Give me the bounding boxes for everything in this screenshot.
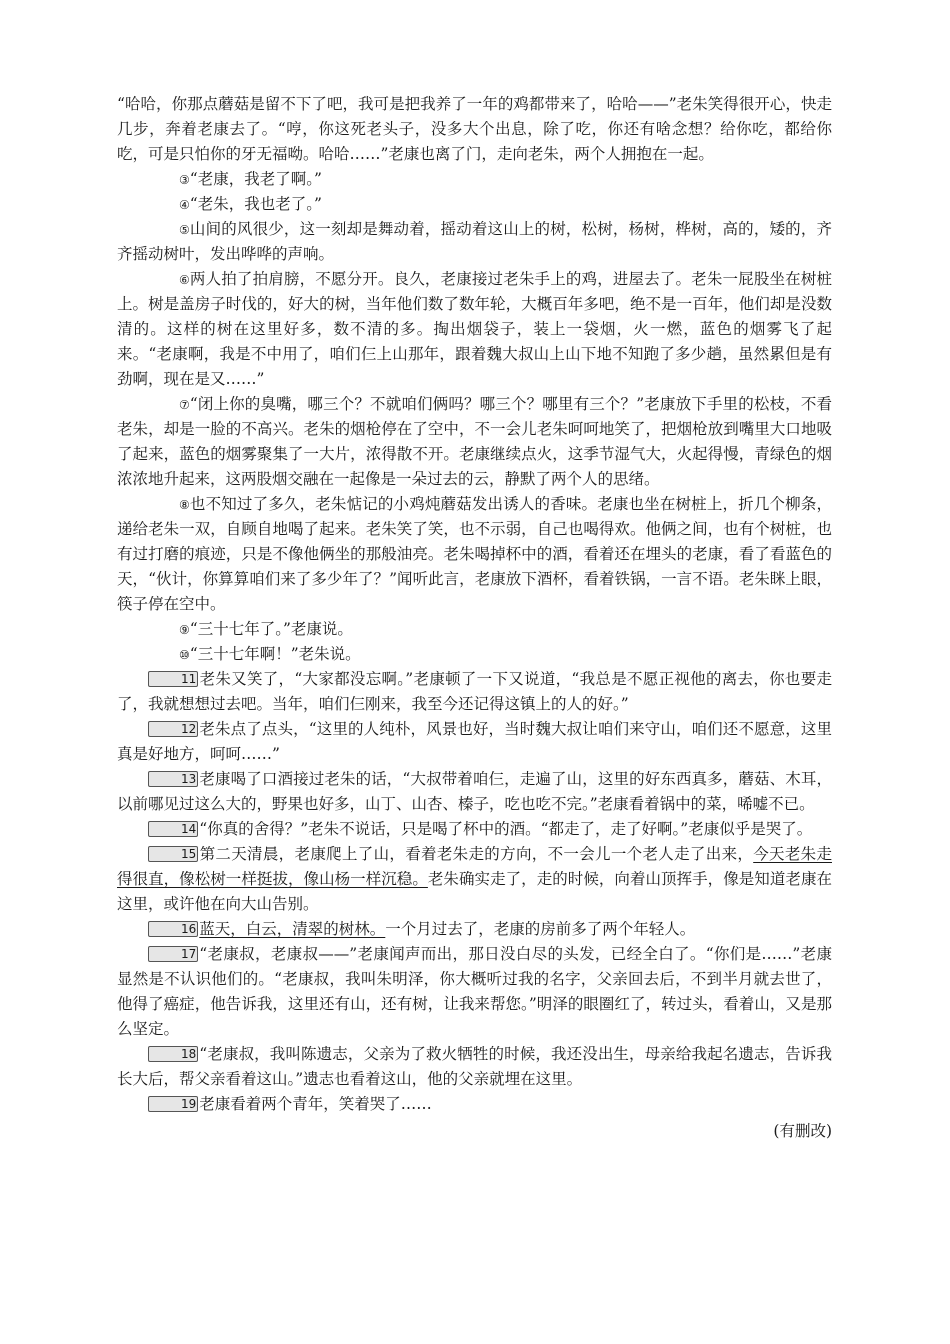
paragraph-number: ⑥ — [179, 273, 190, 287]
paragraph — [117, 267, 832, 392]
paragraph — [117, 842, 832, 917]
paragraph-number: 15 — [148, 846, 198, 862]
paragraph-text: “你真的舍得？”老朱不说话，只是喝了杯中的酒。“都走了，走了好啊。”老康似乎是哭了。 — [199, 820, 813, 838]
paragraph-number: ⑨ — [179, 623, 190, 637]
paragraph-number: ③ — [179, 173, 190, 187]
paragraph — [117, 392, 832, 492]
paragraph-number: ⑩ — [179, 648, 190, 662]
paragraph-number: ⑦ — [179, 398, 190, 412]
paragraph — [117, 767, 832, 817]
paragraph-text: 老朱又笑了，“大家都没忘啊。”老康顿了一下又说道，“我总是不愿正视他的离去，你也要走了，我就想想过去吧。当年，咱们仨刚来，我至今还记得这镇上的人的好。” — [117, 670, 832, 713]
paragraph-number: 19 — [148, 1096, 198, 1112]
source-note: (有删改) — [773, 1122, 832, 1140]
paragraph-text: “闭上你的臭嘴，哪三个？不就咱们俩吗？哪三个？哪里有三个？”老康放下手里的松枝，不看老朱，却是一脸的不高兴。老朱的烟枪停在了空中，不一会儿老朱呵呵地笑了，把烟枪放到嘴里大口地吸了起来，蓝色的烟雾聚集了一大片，浓得散不开。老康继续点火，这季节湿气大，火起得慢，青绿色的烟浓浓地升起来，这两股烟交融在一起像是一朵过去的云，静默了两个人的思绪。 — [117, 395, 832, 488]
paragraph — [117, 617, 832, 642]
paragraph-text: “哈哈，你那点蘑菇是留不下了吧，我可是把我养了一年的鸡都带来了，哈哈——”老朱笑得很开心，快走几步，奔着老康去了。“哼，你这死老头子，没多大个出息，除了吃，你还有啥念想？给你吃，都给你吃，可是只怕你的牙无福呦。哈哈……”老康也离了门，走向老朱，两个人拥抱在一起。 — [117, 95, 832, 163]
paragraph — [117, 667, 832, 717]
paragraph-text: “老康叔，老康叔——”老康闻声而出，那日没白尽的头发，已经全白了。“你们是……”老康显然是不认识他们的。“老康叔，我叫朱明泽，你大概听过我的名字，父亲回去后，不到半月就去世了，他得了癌症，他告诉我，这里还有山，还有树，让我来帮您。”明泽的眼圈红了，转过头，看着山，又是那么坚定。 — [117, 945, 832, 1038]
paragraph — [117, 217, 832, 267]
paragraph-number: 16 — [148, 921, 198, 937]
paragraph — [117, 717, 832, 767]
paragraph-text: 山间的风很少，这一刻却是舞动着，摇动着这山上的树，松树，杨树，桦树，高的，矮的，齐齐摇动树叶，发出哗哗的声响。 — [117, 220, 832, 263]
paragraph-number: 12 — [148, 721, 198, 737]
paragraph-number: 11 — [148, 671, 198, 687]
paragraph-text: 老康看着两个青年，笑着哭了…… — [199, 1095, 432, 1113]
paragraph — [117, 192, 832, 217]
paragraph-number: 14 — [148, 821, 198, 837]
paragraph — [117, 917, 832, 942]
paragraph-number: 18 — [148, 1046, 198, 1062]
paragraph-text: 老朱点了点头，“这里的人纯朴，风景也好，当时魏大叔让咱们来守山，咱们还不愿意，这里真是好地方，呵呵……” — [117, 720, 832, 763]
paragraph-text: “三十七年啊！”老朱说。 — [189, 645, 361, 663]
paragraph-text: 也不知过了多久，老朱惦记的小鸡炖蘑菇发出诱人的香味。老康也坐在树桩上，折几个柳条，递给老朱一双，自顾自地喝了起来。老朱笑了笑，也不示弱，自己也喝得欢。他俩之间，也有个树桩，也有过打磨的痕迹，只是不像他俩坐的那般油亮。老朱喝掉杯中的酒，看着还在埋头的老康，看了看蓝色的天，“伙计，你算算咱们来了多少年了？”闻听此言，老康放下酒杯，看着铁锅，一言不语。老朱眯上眼，筷子停在空中。 — [117, 495, 832, 613]
paragraph-number: ④ — [179, 198, 190, 212]
paragraph-text: 第二天清晨，老康爬上了山，看着老朱走的方向，不一会儿一个老人走了出来， — [199, 845, 754, 863]
article-body — [117, 92, 832, 1144]
paragraph — [117, 1092, 832, 1117]
paragraph-number: ⑤ — [179, 223, 190, 237]
paragraph-text: 两人拍了拍肩膀，不愿分开。良久，老康接过老朱手上的鸡，进屋去了。老朱一屁股坐在树桩上。树是盖房子时伐的，好大的树，当年他们数了数年轮，大概百年多吧，绝不是一百年，他们却是没数清的。这样的树在这里好多，数不清的多。掏出烟袋子，装上一袋烟，火一燃，蓝色的烟雾飞了起来。“老康啊，我是不中用了，咱们仨上山那年，跟着魏大叔山上山下地不知跑了多少趟，虽然累但是有劲啊，现在是又……” — [117, 270, 832, 388]
paragraph-text: “老朱，我也老了。” — [189, 195, 322, 213]
paragraph-text: “老康叔，我叫陈遗志，父亲为了救火牺牲的时候，我还没出生，母亲给我起名遗志，告诉我长大后，帮父亲看着这山。”遗志也看着这山，他的父亲就埋在这里。 — [117, 1045, 832, 1088]
paragraph-number: ⑧ — [179, 498, 190, 512]
paragraph-text: 一个月过去了，老康的房前多了两个年轻人。 — [385, 920, 696, 938]
paragraph-text: “三十七年了。”老康说。 — [189, 620, 353, 638]
paragraph — [117, 167, 832, 192]
paragraph — [117, 1042, 832, 1092]
paragraph — [117, 92, 832, 167]
paragraph-number: 13 — [148, 771, 198, 787]
paragraph — [117, 642, 832, 667]
paragraph — [117, 817, 832, 842]
underlined-sentence: 蓝天，白云，清翠的树林。 — [199, 920, 386, 938]
paragraph-text: “老康，我老了啊。” — [189, 170, 322, 188]
paragraph-text: 老朱确实走了，走的时候，向着山顶挥手，像是知道老康在这里，或许他在向大山告别。 — [117, 870, 832, 913]
paragraph-number: 17 — [148, 946, 198, 962]
paragraph-text: 老康喝了口酒接过老朱的话，“大叔带着咱仨，走遍了山，这里的好东西真多，蘑菇、木耳，以前哪见过这么大的，野果也好多，山丁、山杏、榛子，吃也吃不完。”老康看着锅中的菜，唏嘘不已。 — [117, 770, 832, 813]
paragraph — [117, 492, 832, 617]
paragraph — [117, 942, 832, 1042]
underlined-sentence: 今天老朱走得很直，像松树一样挺拔，像山杨一样沉稳。 — [117, 845, 832, 888]
